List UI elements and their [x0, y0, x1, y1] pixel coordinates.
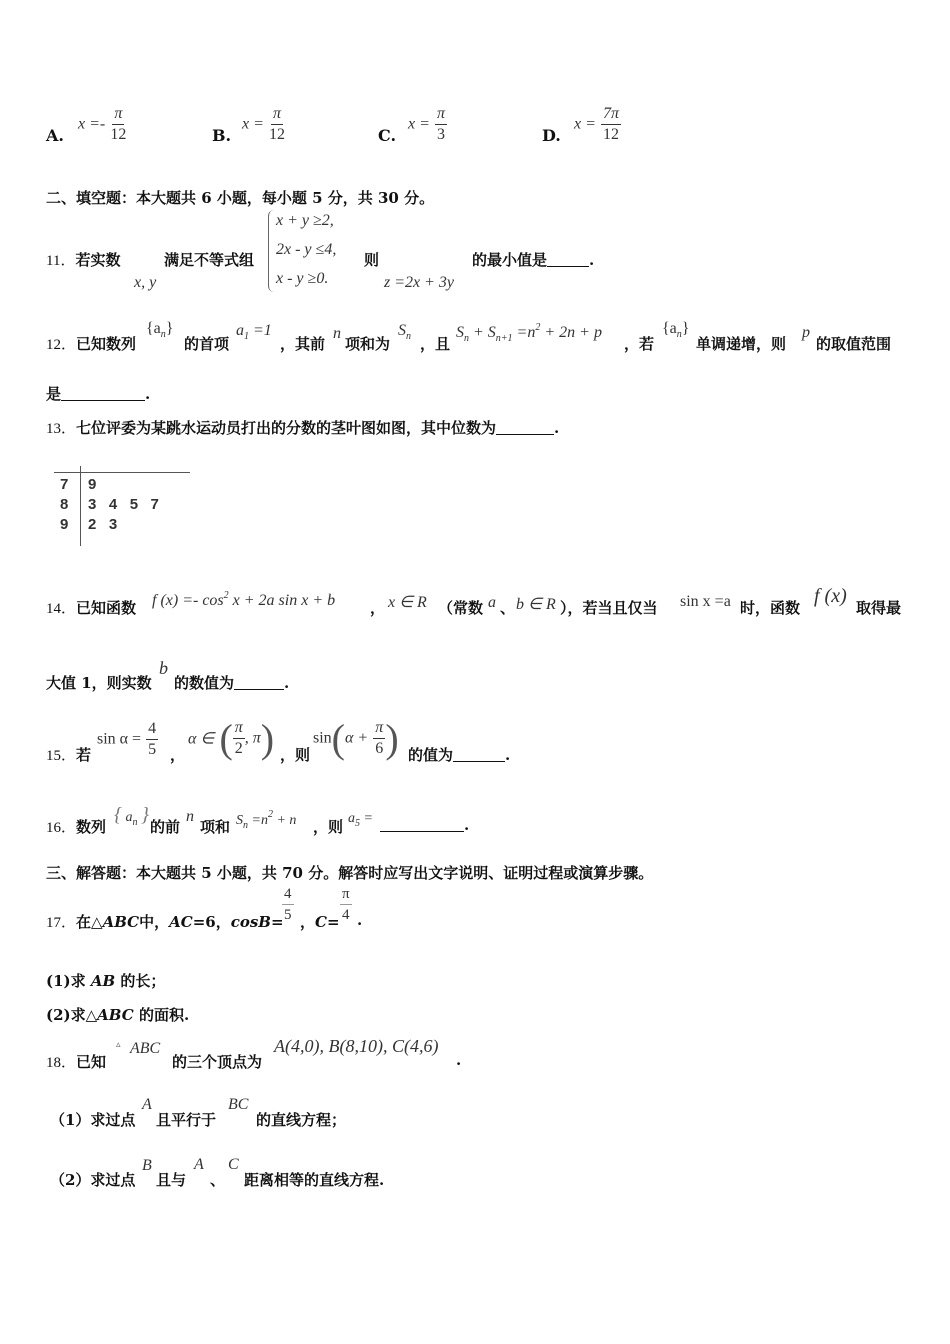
stem-8: 8 [60, 496, 69, 513]
q12-text7: 单调递增，则 [696, 335, 787, 353]
option-d-lhs: x = [574, 115, 596, 133]
q18-part1-A: A [142, 1096, 152, 1113]
stem-leaf-divider [80, 466, 81, 546]
q12-equation: $S_n + S_{n+1} =n^2 + 2n + p$ [456, 322, 602, 344]
q17-fraction-pi-4: $\frac{\pi}{4}$ [342, 886, 350, 923]
option-b-label: B. [212, 126, 232, 145]
q15-comma: ， [170, 746, 186, 764]
q16-seq: { $a_n$ } [114, 804, 149, 828]
option-c-lhs: x = [408, 115, 430, 133]
q18-part2-sep: 、 [210, 1171, 226, 1189]
q15-then: ，则 [280, 746, 311, 764]
q15-number: 15． [46, 748, 77, 764]
triangle-icon: ▵ [116, 1040, 121, 1050]
q18-part1-BC: BC [228, 1096, 249, 1113]
q15: 15．若 [46, 746, 92, 764]
q17-part1: (1)求 AB 的长； [46, 972, 166, 990]
option-c-label: C. [378, 126, 397, 145]
section3-title: 三、解答题：本大题共 5 小题，共 70 分。解答时应写出文字说明、证明过程或演算步骤。 [46, 864, 654, 882]
q11-brace [268, 210, 275, 292]
q14-b-domain: b ∈ R [516, 596, 556, 613]
q17: 17．在△ABC中，AC=6，cosB= [46, 913, 284, 931]
q17-end: . [357, 911, 363, 929]
q12-text6: ，若 [624, 335, 655, 353]
q18-part2-text4: 距离相等的直线方程. [244, 1171, 385, 1189]
q15-fraction-pi-6: $\frac{\pi}{6}$ [375, 719, 384, 757]
q12-text5: ，且 [420, 335, 451, 353]
q12-line2: 是 . [46, 385, 151, 403]
q18-points: A(4,0), B(8,10), C(4,6) [274, 1036, 439, 1056]
q15-interval: α ∈ ( $\frac{\pi}{2}$ , π) [188, 716, 275, 761]
q12-answer-blank[interactable] [61, 386, 145, 401]
q18-part2-B: B [142, 1157, 152, 1174]
option-d-formula [574, 104, 621, 145]
q12-a1: $a_1 =1$ [236, 322, 272, 342]
q12-text8: 的取值范围 [816, 335, 892, 353]
q16-text3: 项和 [200, 818, 231, 836]
q11-ineq1: x + y ≥2, [276, 212, 334, 229]
q11-question: 的最小值是 . [472, 251, 595, 269]
q16-answer-blank[interactable] [380, 817, 464, 832]
q14-domain: x ∈ R [388, 594, 427, 611]
q15-fraction-4-5: $\frac{4}{5}$ [148, 720, 157, 758]
option-a-formula [78, 104, 126, 145]
q18-part1-text3: 的直线方程； [256, 1111, 347, 1129]
q17-text5: ，C= [300, 913, 340, 931]
q14-text3: （常数 [438, 599, 484, 617]
q18-part2-text2: 且与 [156, 1171, 187, 1189]
q14-comma: ， [370, 599, 386, 617]
q16-question: . [380, 816, 469, 834]
option-d [542, 126, 561, 145]
q12-seq: $\{a_n\}$ [146, 320, 174, 340]
q14-text7: 取得最 [856, 599, 902, 617]
q13-number: 13． [46, 421, 77, 437]
q18: 18．已知 [46, 1053, 107, 1071]
q18-text2: 的三个顶点为 [172, 1053, 263, 1071]
q16-number: 16． [46, 820, 77, 836]
leaves-8: 3 4 5 7 [88, 496, 159, 513]
q11-number: 11． [46, 253, 76, 269]
q18-part1-text2: 且平行于 [156, 1111, 217, 1129]
q15-answer-blank[interactable] [453, 747, 505, 762]
q16-n: n [186, 808, 194, 825]
q14-a: a [488, 594, 496, 611]
q16-a5: $a_5$ = [348, 811, 373, 829]
q12: 12．已知数列 [46, 335, 137, 353]
q11-vars: x, y [134, 274, 157, 291]
option-c-formula [408, 104, 447, 145]
q14-condition: sin x =a [680, 593, 731, 610]
q12-text3: ，其前 [280, 335, 326, 353]
q18-triangle: ABC [130, 1040, 161, 1057]
option-c [378, 126, 396, 145]
option-d-fraction: $\frac{7\pi}{12}$ [603, 105, 620, 143]
q14-text5: ），若当且仅当 [560, 599, 658, 617]
option-b-formula [242, 104, 285, 145]
q18-number: 18． [46, 1055, 77, 1071]
option-b [212, 126, 231, 145]
q11-ineq3: x - y ≥0. [276, 270, 329, 287]
option-a-fraction: $\frac{\pi}{12}$ [110, 105, 127, 143]
stem-row-2 [60, 496, 159, 513]
q16: 16．数列 [46, 818, 107, 836]
q12-number: 12． [46, 337, 77, 353]
q11-then: 则 [364, 251, 380, 269]
q15-sin-formula: sin α = $\frac{4}{5}$ [97, 720, 157, 758]
q17-number: 17． [46, 915, 77, 931]
q14-number: 14． [46, 601, 77, 617]
q14-line2: 大值 1，则实数 [46, 674, 152, 692]
q11-ineq2: 2x - y ≤4, [276, 241, 337, 258]
section2-title: 二、填空题：本大题共 6 小题，每小题 5 分，共 30 分。 [46, 189, 435, 207]
leaves-9: 2 3 [88, 516, 118, 533]
q14-fx: f (x) [814, 585, 847, 607]
stem-9: 9 [60, 516, 69, 533]
option-d-label: D. [542, 126, 561, 145]
q12-p: p [802, 324, 810, 341]
q11-objective: z =2x + 3y [384, 274, 455, 291]
q16-then: ，则 [313, 818, 344, 836]
q11: 11．若实数 [46, 251, 121, 269]
option-a [46, 126, 64, 145]
stem-row-1 [60, 476, 97, 493]
q12-text4: 项和为 [345, 335, 391, 353]
q13: 13．七位评委为某跳水运动员打出的分数的茎叶图如图，其中位数为 . [46, 419, 560, 437]
stem-row-3 [60, 516, 118, 533]
q14: 14．已知函数 [46, 599, 137, 617]
q18-part2-text1: （2）求过点 [50, 1171, 136, 1189]
q11-text2: 满足不等式组 [164, 251, 255, 269]
q15-fraction-pi-2: $\frac{\pi}{2}$ [234, 719, 243, 757]
q14-b: b [159, 658, 168, 678]
q14-question: 的数值为 . [174, 674, 290, 692]
q14-answer-blank[interactable] [234, 675, 284, 690]
q12-text2: 的首项 [184, 335, 230, 353]
option-c-fraction: $\frac{\pi}{3}$ [437, 105, 446, 143]
q17-part2: (2)求△ABC 的面积. [46, 1006, 190, 1024]
q12-n: n [333, 325, 341, 342]
q12-S: $S_n$ [398, 322, 411, 342]
stem-leaf-top-line [54, 472, 190, 473]
q13-answer-blank[interactable] [496, 420, 554, 435]
q15-question: 的值为 . [408, 746, 511, 764]
q16-text2: 的前 [150, 818, 181, 836]
q15-target: sin(α + $\frac{\pi}{6}$ ) [313, 716, 399, 761]
q18-part1-text1: （1）求过点 [50, 1111, 136, 1129]
q18-part2-C: C [228, 1156, 239, 1173]
q11-answer-blank[interactable] [547, 252, 589, 267]
q14-sep: 、 [500, 599, 516, 617]
q18-end: . [456, 1051, 462, 1069]
leaves-7: 9 [88, 476, 97, 493]
q17-fraction-4-5: $\frac{4}{5}$ [284, 886, 292, 923]
option-a-label: A. [46, 126, 64, 145]
q14-function: f $(x) =- \cos^2 x + 2a$ sin x + b [152, 590, 336, 609]
q14-text6: 时，函数 [740, 599, 801, 617]
q12-seq2: $\{a_n\}$ [662, 320, 690, 340]
q18-part2-A: A [194, 1156, 204, 1173]
q16-sum: $S_n =n^2 + n$ [236, 809, 297, 831]
stem-7: 7 [60, 476, 69, 493]
option-a-lhs: x =- [78, 115, 106, 133]
option-b-lhs: x = [242, 115, 264, 133]
option-b-fraction: $\frac{\pi}{12}$ [269, 105, 285, 143]
